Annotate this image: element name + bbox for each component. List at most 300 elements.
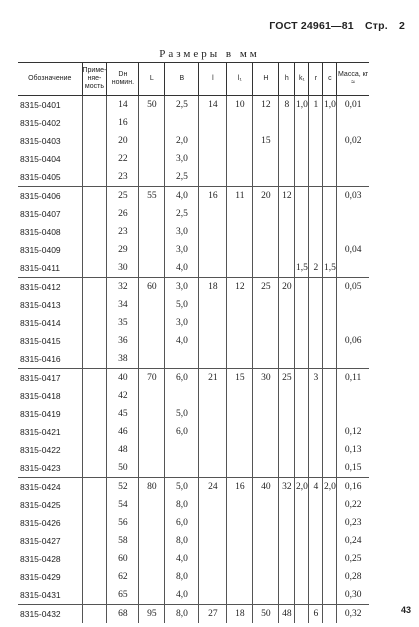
table-cell [295, 187, 309, 206]
column-header: l₁ [227, 63, 253, 96]
page-number: 2 [398, 20, 405, 32]
table-cell [279, 586, 295, 605]
table-cell [139, 205, 165, 223]
table-cell [253, 150, 279, 168]
table-cell [295, 132, 309, 150]
table-cell: 3,0 [165, 223, 199, 241]
table-cell: 15 [227, 369, 253, 388]
table-cell: 40 [107, 369, 139, 388]
table-cell [139, 241, 165, 259]
table-cell [323, 550, 337, 568]
table-cell [279, 314, 295, 332]
table-cell [337, 114, 369, 132]
designation-cell: 8315-0407 [20, 209, 61, 219]
column-header: r [309, 63, 323, 96]
table-cell [253, 514, 279, 532]
table-cell [295, 350, 309, 369]
table-cell [295, 296, 309, 314]
designation-cell: 8315-0426 [20, 518, 61, 528]
table-cell [323, 187, 337, 206]
table-cell [82, 532, 107, 550]
table-cell: 29 [107, 241, 139, 259]
table-cell [309, 387, 323, 405]
table-cell: 54 [107, 496, 139, 514]
table-cell [227, 350, 253, 369]
table-cell [279, 405, 295, 423]
table-cell: 6,0 [165, 369, 199, 388]
table-cell: 62 [107, 568, 139, 586]
table-cell [82, 278, 107, 297]
table-cell [279, 514, 295, 532]
table-cell [309, 150, 323, 168]
table-cell [309, 350, 323, 369]
designation-cell: 8315-0421 [20, 427, 61, 437]
table-cell [253, 296, 279, 314]
table-cell [309, 132, 323, 150]
table-cell [279, 296, 295, 314]
column-header: Обозначение [18, 63, 82, 96]
table-cell [309, 296, 323, 314]
designation-cell: 8315-0412 [18, 278, 82, 297]
table-row [18, 296, 369, 314]
table-cell [199, 168, 227, 187]
table-cell: 0,23 [337, 514, 369, 532]
table-cell: 32 [107, 278, 139, 297]
table-cell [82, 586, 107, 605]
table-cell [295, 314, 309, 332]
table-cell [82, 350, 107, 369]
table-cell: 20 [279, 278, 295, 297]
table-cell: 6,0 [165, 423, 199, 441]
designation-cell: 8315-0413 [20, 300, 61, 310]
table-cell [227, 496, 253, 514]
table-cell [309, 496, 323, 514]
table-cell [323, 332, 337, 350]
table-cell: 80 [139, 478, 165, 497]
table-cell: 3,0 [165, 150, 199, 168]
table-row [18, 369, 369, 388]
table-cell [323, 441, 337, 459]
table-cell [82, 205, 107, 223]
table-cell [295, 405, 309, 423]
table-cell [337, 314, 369, 332]
table-cell [82, 550, 107, 568]
table-cell: 2,5 [165, 96, 199, 115]
table-cell [295, 496, 309, 514]
table-cell [139, 223, 165, 241]
table-cell [82, 423, 107, 441]
table-cell: 0,16 [337, 478, 369, 497]
table-cell [253, 241, 279, 259]
table-cell: 34 [107, 296, 139, 314]
table-cell: 45 [107, 405, 139, 423]
table-cell [337, 387, 369, 405]
table-cell [227, 459, 253, 478]
table-cell [279, 168, 295, 187]
table-cell [139, 568, 165, 586]
table-cell [309, 332, 323, 350]
table-cell [82, 132, 107, 150]
table-cell [295, 387, 309, 405]
table-cell: 2,0 [295, 478, 309, 497]
designation-cell: 8315-0411 [20, 263, 61, 273]
table-cell: 8,0 [165, 568, 199, 586]
table-cell [199, 132, 227, 150]
table-cell: 0,04 [337, 241, 369, 259]
table-cell: 14 [199, 96, 227, 115]
table-cell [199, 496, 227, 514]
table-cell: 46 [107, 423, 139, 441]
designation-cell: 8315-0432 [18, 605, 82, 624]
table-cell: 60 [107, 550, 139, 568]
table-cell: 23 [107, 168, 139, 187]
designation-cell: 8315-0423 [20, 463, 61, 473]
table-cell: 8,0 [165, 605, 199, 624]
table-cell [279, 241, 295, 259]
table-cell [199, 205, 227, 223]
table-cell: 1,5 [323, 259, 337, 278]
table-cell [199, 387, 227, 405]
table-cell: 52 [107, 478, 139, 497]
table-row [18, 241, 369, 259]
table-cell [295, 114, 309, 132]
designation-cell: 8315-0416 [20, 354, 61, 364]
column-header: Масса, кг ≈ [337, 63, 369, 96]
table-cell [253, 205, 279, 223]
designation-cell: 8315-0419 [20, 409, 61, 419]
table-cell: 70 [139, 369, 165, 388]
table-row [18, 532, 369, 550]
table-cell [295, 332, 309, 350]
table-cell [199, 114, 227, 132]
table-cell [295, 168, 309, 187]
table-cell [227, 314, 253, 332]
table-cell: 2,5 [165, 205, 199, 223]
table-cell [227, 259, 253, 278]
table-cell [337, 223, 369, 241]
table-cell [295, 150, 309, 168]
table-cell: 3,0 [165, 314, 199, 332]
table-cell [199, 223, 227, 241]
table-cell [199, 405, 227, 423]
table-cell: 5,0 [165, 478, 199, 497]
table-cell [139, 441, 165, 459]
table-row [18, 332, 369, 350]
table-cell [295, 514, 309, 532]
table-cell [279, 387, 295, 405]
table-cell [309, 278, 323, 297]
table-row [18, 132, 369, 150]
table-cell [139, 296, 165, 314]
table-cell: 2,5 [165, 168, 199, 187]
table-cell [295, 586, 309, 605]
column-header: h [279, 63, 295, 96]
table-cell: 4,0 [165, 550, 199, 568]
table-cell [227, 586, 253, 605]
table-cell [323, 387, 337, 405]
table-cell [323, 514, 337, 532]
table-cell [309, 314, 323, 332]
table-cell [253, 259, 279, 278]
table-cell [82, 96, 107, 115]
table-cell [309, 223, 323, 241]
table-cell: 24 [199, 478, 227, 497]
table-cell: 0,28 [337, 568, 369, 586]
table-cell [337, 350, 369, 369]
table-cell [227, 332, 253, 350]
table-cell: 5,0 [165, 405, 199, 423]
table-row [18, 259, 369, 278]
table-cell [227, 532, 253, 550]
table-row [18, 168, 369, 187]
table-cell [279, 132, 295, 150]
table-cell [323, 405, 337, 423]
table-cell [82, 387, 107, 405]
table-cell [199, 532, 227, 550]
column-header: B [165, 63, 199, 96]
table-cell [199, 459, 227, 478]
table-row [18, 278, 369, 297]
table-cell: 5,0 [165, 296, 199, 314]
table-cell [227, 223, 253, 241]
table-cell: 18 [227, 605, 253, 624]
table-cell [82, 478, 107, 497]
table-cell: 0,25 [337, 550, 369, 568]
designation-cell: 8315-0427 [20, 536, 61, 546]
table-cell [82, 405, 107, 423]
designation-cell: 8315-0429 [20, 572, 61, 582]
table-cell [227, 296, 253, 314]
table-cell: 4,0 [165, 586, 199, 605]
table-row [18, 514, 369, 532]
table-cell: 0,30 [337, 586, 369, 605]
table-cell [199, 350, 227, 369]
table-cell [139, 586, 165, 605]
table-cell: 0,05 [337, 278, 369, 297]
table-cell [139, 459, 165, 478]
table-cell: 2,0 [323, 478, 337, 497]
table-cell: 16 [199, 187, 227, 206]
table-cell [309, 423, 323, 441]
table-row [18, 350, 369, 369]
table-cell [323, 205, 337, 223]
table-cell [309, 114, 323, 132]
designation-cell: 8315-0417 [18, 369, 82, 388]
table-cell [323, 532, 337, 550]
table-cell [309, 405, 323, 423]
table-row [18, 550, 369, 568]
table-cell [199, 423, 227, 441]
table-cell: 6,0 [165, 514, 199, 532]
table-cell: 55 [139, 187, 165, 206]
table-cell [323, 369, 337, 388]
standard-code: ГОСТ 24961—81 [269, 20, 354, 32]
table-cell [227, 168, 253, 187]
table-cell [323, 278, 337, 297]
table-cell [279, 350, 295, 369]
table-cell [253, 314, 279, 332]
table-row [18, 423, 369, 441]
table-cell [82, 332, 107, 350]
table-cell: 2 [309, 259, 323, 278]
table-cell [337, 405, 369, 423]
table-cell [253, 223, 279, 241]
table-cell [165, 441, 199, 459]
column-header: Приме-няе-мость [82, 63, 107, 96]
table-cell [279, 114, 295, 132]
table-cell [227, 550, 253, 568]
table-cell [295, 459, 309, 478]
table-cell: 1,5 [295, 259, 309, 278]
column-header: l [199, 63, 227, 96]
table-cell [279, 441, 295, 459]
designation-cell: 8315-0402 [20, 118, 61, 128]
table-cell: 36 [107, 332, 139, 350]
table-cell: 11 [227, 187, 253, 206]
table-cell [323, 296, 337, 314]
table-cell [279, 568, 295, 586]
table-cell: 3,0 [165, 241, 199, 259]
table-row [18, 496, 369, 514]
table-cell: 0,13 [337, 441, 369, 459]
table-cell [295, 423, 309, 441]
table-cell: 20 [107, 132, 139, 150]
table-row [18, 114, 369, 132]
table-cell [337, 150, 369, 168]
table-cell [253, 568, 279, 586]
table-cell [139, 314, 165, 332]
table-cell [227, 387, 253, 405]
table-cell [295, 241, 309, 259]
table-cell [139, 423, 165, 441]
table-cell: 8,0 [165, 532, 199, 550]
table-cell: 25 [279, 369, 295, 388]
table-cell: 16 [107, 114, 139, 132]
table-cell: 0,15 [337, 459, 369, 478]
designation-cell: 8315-0422 [20, 445, 61, 455]
table-cell: 1,0 [323, 96, 337, 115]
table-cell: 68 [107, 605, 139, 624]
table-cell: 65 [107, 586, 139, 605]
table-cell: 2,0 [165, 132, 199, 150]
table-cell [139, 514, 165, 532]
table-cell: 40 [253, 478, 279, 497]
table-cell [295, 568, 309, 586]
table-cell [82, 259, 107, 278]
table-row [18, 441, 369, 459]
table-cell [295, 441, 309, 459]
table-cell [279, 150, 295, 168]
table-cell [199, 259, 227, 278]
table-cell [199, 296, 227, 314]
table-cell [323, 605, 337, 624]
table-row [18, 96, 369, 115]
dimensions-table [18, 62, 369, 623]
table-cell [199, 568, 227, 586]
table-cell [279, 459, 295, 478]
table-cell: 0,06 [337, 332, 369, 350]
table-row [18, 387, 369, 405]
table-cell: 12 [253, 96, 279, 115]
table-cell: 0,32 [337, 605, 369, 624]
table-cell: 15 [253, 132, 279, 150]
table-cell [279, 550, 295, 568]
table-cell: 95 [139, 605, 165, 624]
table-cell: 42 [107, 387, 139, 405]
table-cell: 3 [309, 369, 323, 388]
designation-cell: 8315-0414 [20, 318, 61, 328]
table-cell: 0,22 [337, 496, 369, 514]
column-header: k₁ [295, 63, 309, 96]
column-header: c [323, 63, 337, 96]
table-cell [165, 114, 199, 132]
table-cell [309, 168, 323, 187]
table-cell [295, 205, 309, 223]
table-cell [253, 405, 279, 423]
table-cell [82, 241, 107, 259]
designation-cell: 8315-0418 [20, 391, 61, 401]
table-cell [199, 514, 227, 532]
table-cell: 4,0 [165, 259, 199, 278]
table-cell [295, 532, 309, 550]
table-row [18, 405, 369, 423]
table-cell [309, 568, 323, 586]
table-cell: 27 [199, 605, 227, 624]
table-cell [253, 114, 279, 132]
designation-cell: 8315-0428 [20, 554, 61, 564]
table-cell: 50 [139, 96, 165, 115]
table-cell [253, 441, 279, 459]
designation-cell: 8315-0408 [20, 227, 61, 237]
table-cell [337, 168, 369, 187]
table-cell [82, 296, 107, 314]
table-cell [139, 114, 165, 132]
table-cell [227, 241, 253, 259]
table-cell [139, 405, 165, 423]
table-cell [323, 586, 337, 605]
table-cell: 18 [199, 278, 227, 297]
table-cell: 12 [227, 278, 253, 297]
table-cell [337, 205, 369, 223]
table-cell: 1,0 [295, 96, 309, 115]
table-cell [295, 278, 309, 297]
table-cell [139, 496, 165, 514]
table-cell [309, 532, 323, 550]
table-cell [227, 114, 253, 132]
table-cell [165, 387, 199, 405]
table-row [18, 459, 369, 478]
table-cell [82, 514, 107, 532]
table-cell [139, 387, 165, 405]
table-cell [323, 241, 337, 259]
table-cell: 8 [279, 96, 295, 115]
designation-cell: 8315-0406 [18, 187, 82, 206]
table-cell [309, 187, 323, 206]
table-cell [253, 459, 279, 478]
table-cell [323, 132, 337, 150]
table-cell [323, 459, 337, 478]
table-cell [82, 168, 107, 187]
table-cell [323, 314, 337, 332]
table-cell [279, 205, 295, 223]
table-cell: 10 [227, 96, 253, 115]
table-cell [309, 514, 323, 532]
column-header: Dн номин. [107, 63, 139, 96]
table-cell: 25 [253, 278, 279, 297]
table-cell [295, 369, 309, 388]
table-cell [309, 550, 323, 568]
table-cell [253, 586, 279, 605]
